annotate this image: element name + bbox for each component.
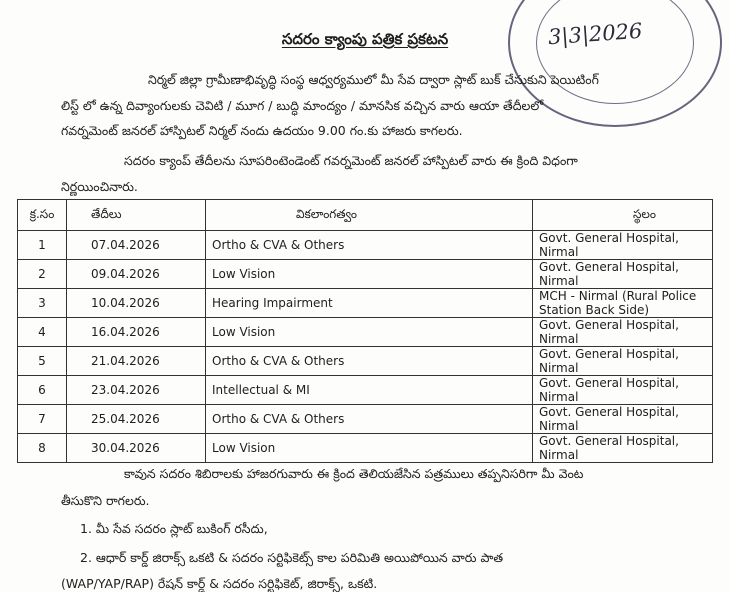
intro-line-2: లిస్ట్ లో ఉన్న దివ్యాంగులకు చెవిటి / మూగ / బుద్ధి మాంద్యం / మానసిక వచ్చిన వారు ఆయా తేదీలలో <box>61 98 544 113</box>
row-disability: Low Vision <box>206 318 533 347</box>
row-venue: Govt. General Hospital, Nirmal <box>533 376 713 405</box>
table-row <box>18 318 713 347</box>
row-serial: 3 <box>18 289 67 318</box>
footer-line-1: కావున సదరం శిబిరాలకు హాజరగువారు ఈ క్రింద తెలియజేసిన పత్రములు తప్పనిసరిగా మీ వెంట <box>124 466 584 481</box>
header-date: తేదీలు <box>67 200 206 231</box>
row-disability: Ortho & CVA & Others <box>206 231 533 260</box>
row-date: 10.04.2026 <box>67 289 206 318</box>
stamp-date: 3|3|2026 <box>547 18 644 50</box>
row-serial: 8 <box>18 434 67 463</box>
row-serial: 1 <box>18 231 67 260</box>
row-disability: Hearing Impairment <box>206 289 533 318</box>
header-venue: స్థలం <box>533 200 713 231</box>
row-disability: Low Vision <box>206 434 533 463</box>
requirement-item-3: (WAP/YAP/RAP) రేషన్ కార్డ్ & సదరం సర్టిఫికెట్, జిరాక్స్, ఒకటి. <box>61 576 378 591</box>
table-row <box>18 347 713 376</box>
requirement-item-1: 1. మీ సేవ సదరం స్లాట్ బుకింగ్ రసీదు, <box>80 521 268 536</box>
page-title: సదరం క్యాంపు పత్రిక ప్రకటన <box>281 30 449 48</box>
row-disability: Low Vision <box>206 260 533 289</box>
row-date: 07.04.2026 <box>67 231 206 260</box>
header-disability: వికలాంగత్వం <box>206 200 533 231</box>
row-date: 09.04.2026 <box>67 260 206 289</box>
intro-line-4: సదరం క్యాంప్ తేదీలను సూపరింటెండెంట్ గవర్నమెంట్ జనరల్ హాస్పిటల్ వారు ఈ క్రింది విధంగా <box>124 153 578 168</box>
row-date: 25.04.2026 <box>67 405 206 434</box>
table-row <box>18 260 713 289</box>
row-serial: 4 <box>18 318 67 347</box>
table-row <box>18 434 713 463</box>
row-venue: MCH - Nirmal (Rural Police Station Back Side) <box>533 289 713 318</box>
row-serial: 2 <box>18 260 67 289</box>
row-serial: 5 <box>18 347 67 376</box>
table-header-row <box>18 200 713 231</box>
row-disability: Ortho & CVA & Others <box>206 347 533 376</box>
row-venue: Govt. General Hospital, Nirmal <box>533 405 713 434</box>
row-disability: Intellectual & MI <box>206 376 533 405</box>
row-date: 21.04.2026 <box>67 347 206 376</box>
table-row <box>18 405 713 434</box>
row-disability: Ortho & CVA & Others <box>206 405 533 434</box>
row-serial: 6 <box>18 376 67 405</box>
row-date: 16.04.2026 <box>67 318 206 347</box>
table-row <box>18 231 713 260</box>
row-date: 23.04.2026 <box>67 376 206 405</box>
requirement-item-2: 2. ఆధార్ కార్డ్ జిరాక్స్ ఒకటి & సదరం సర్టిఫికెట్స్ కాల పరిమితి అయిపోయిన వారు పాత <box>80 550 504 565</box>
row-venue: Govt. General Hospital, Nirmal <box>533 260 713 289</box>
table-row <box>18 289 713 318</box>
intro-line-1: నిర్మల్ జిల్లా గ్రామీణాభివృద్ధి సంస్థ ఆధ్వర్యములో మీ సేవ ద్వారా స్లాట్ బుక్ చేసుకుని పెయిటింగ్ <box>148 72 599 87</box>
intro-line-5: నిర్ణయించినారు. <box>61 179 138 194</box>
row-venue: Govt. General Hospital, Nirmal <box>533 318 713 347</box>
header-serial: క్ర.సం <box>18 200 67 231</box>
row-venue: Govt. General Hospital, Nirmal <box>533 347 713 376</box>
table-row <box>18 376 713 405</box>
footer-line-2: తీసుకొని రాగలరు. <box>61 493 150 508</box>
row-serial: 7 <box>18 405 67 434</box>
camp-schedule-table <box>17 199 713 463</box>
row-date: 30.04.2026 <box>67 434 206 463</box>
row-venue: Govt. General Hospital, Nirmal <box>533 434 713 463</box>
intro-line-3: గవర్నమెంట్ జనరల్ హాస్పిటల్ నిర్మల్ నందు ఉదయం 9.00 గం.కు హాజరు కాగలరు. <box>61 123 463 138</box>
row-venue: Govt. General Hospital, Nirmal <box>533 231 713 260</box>
